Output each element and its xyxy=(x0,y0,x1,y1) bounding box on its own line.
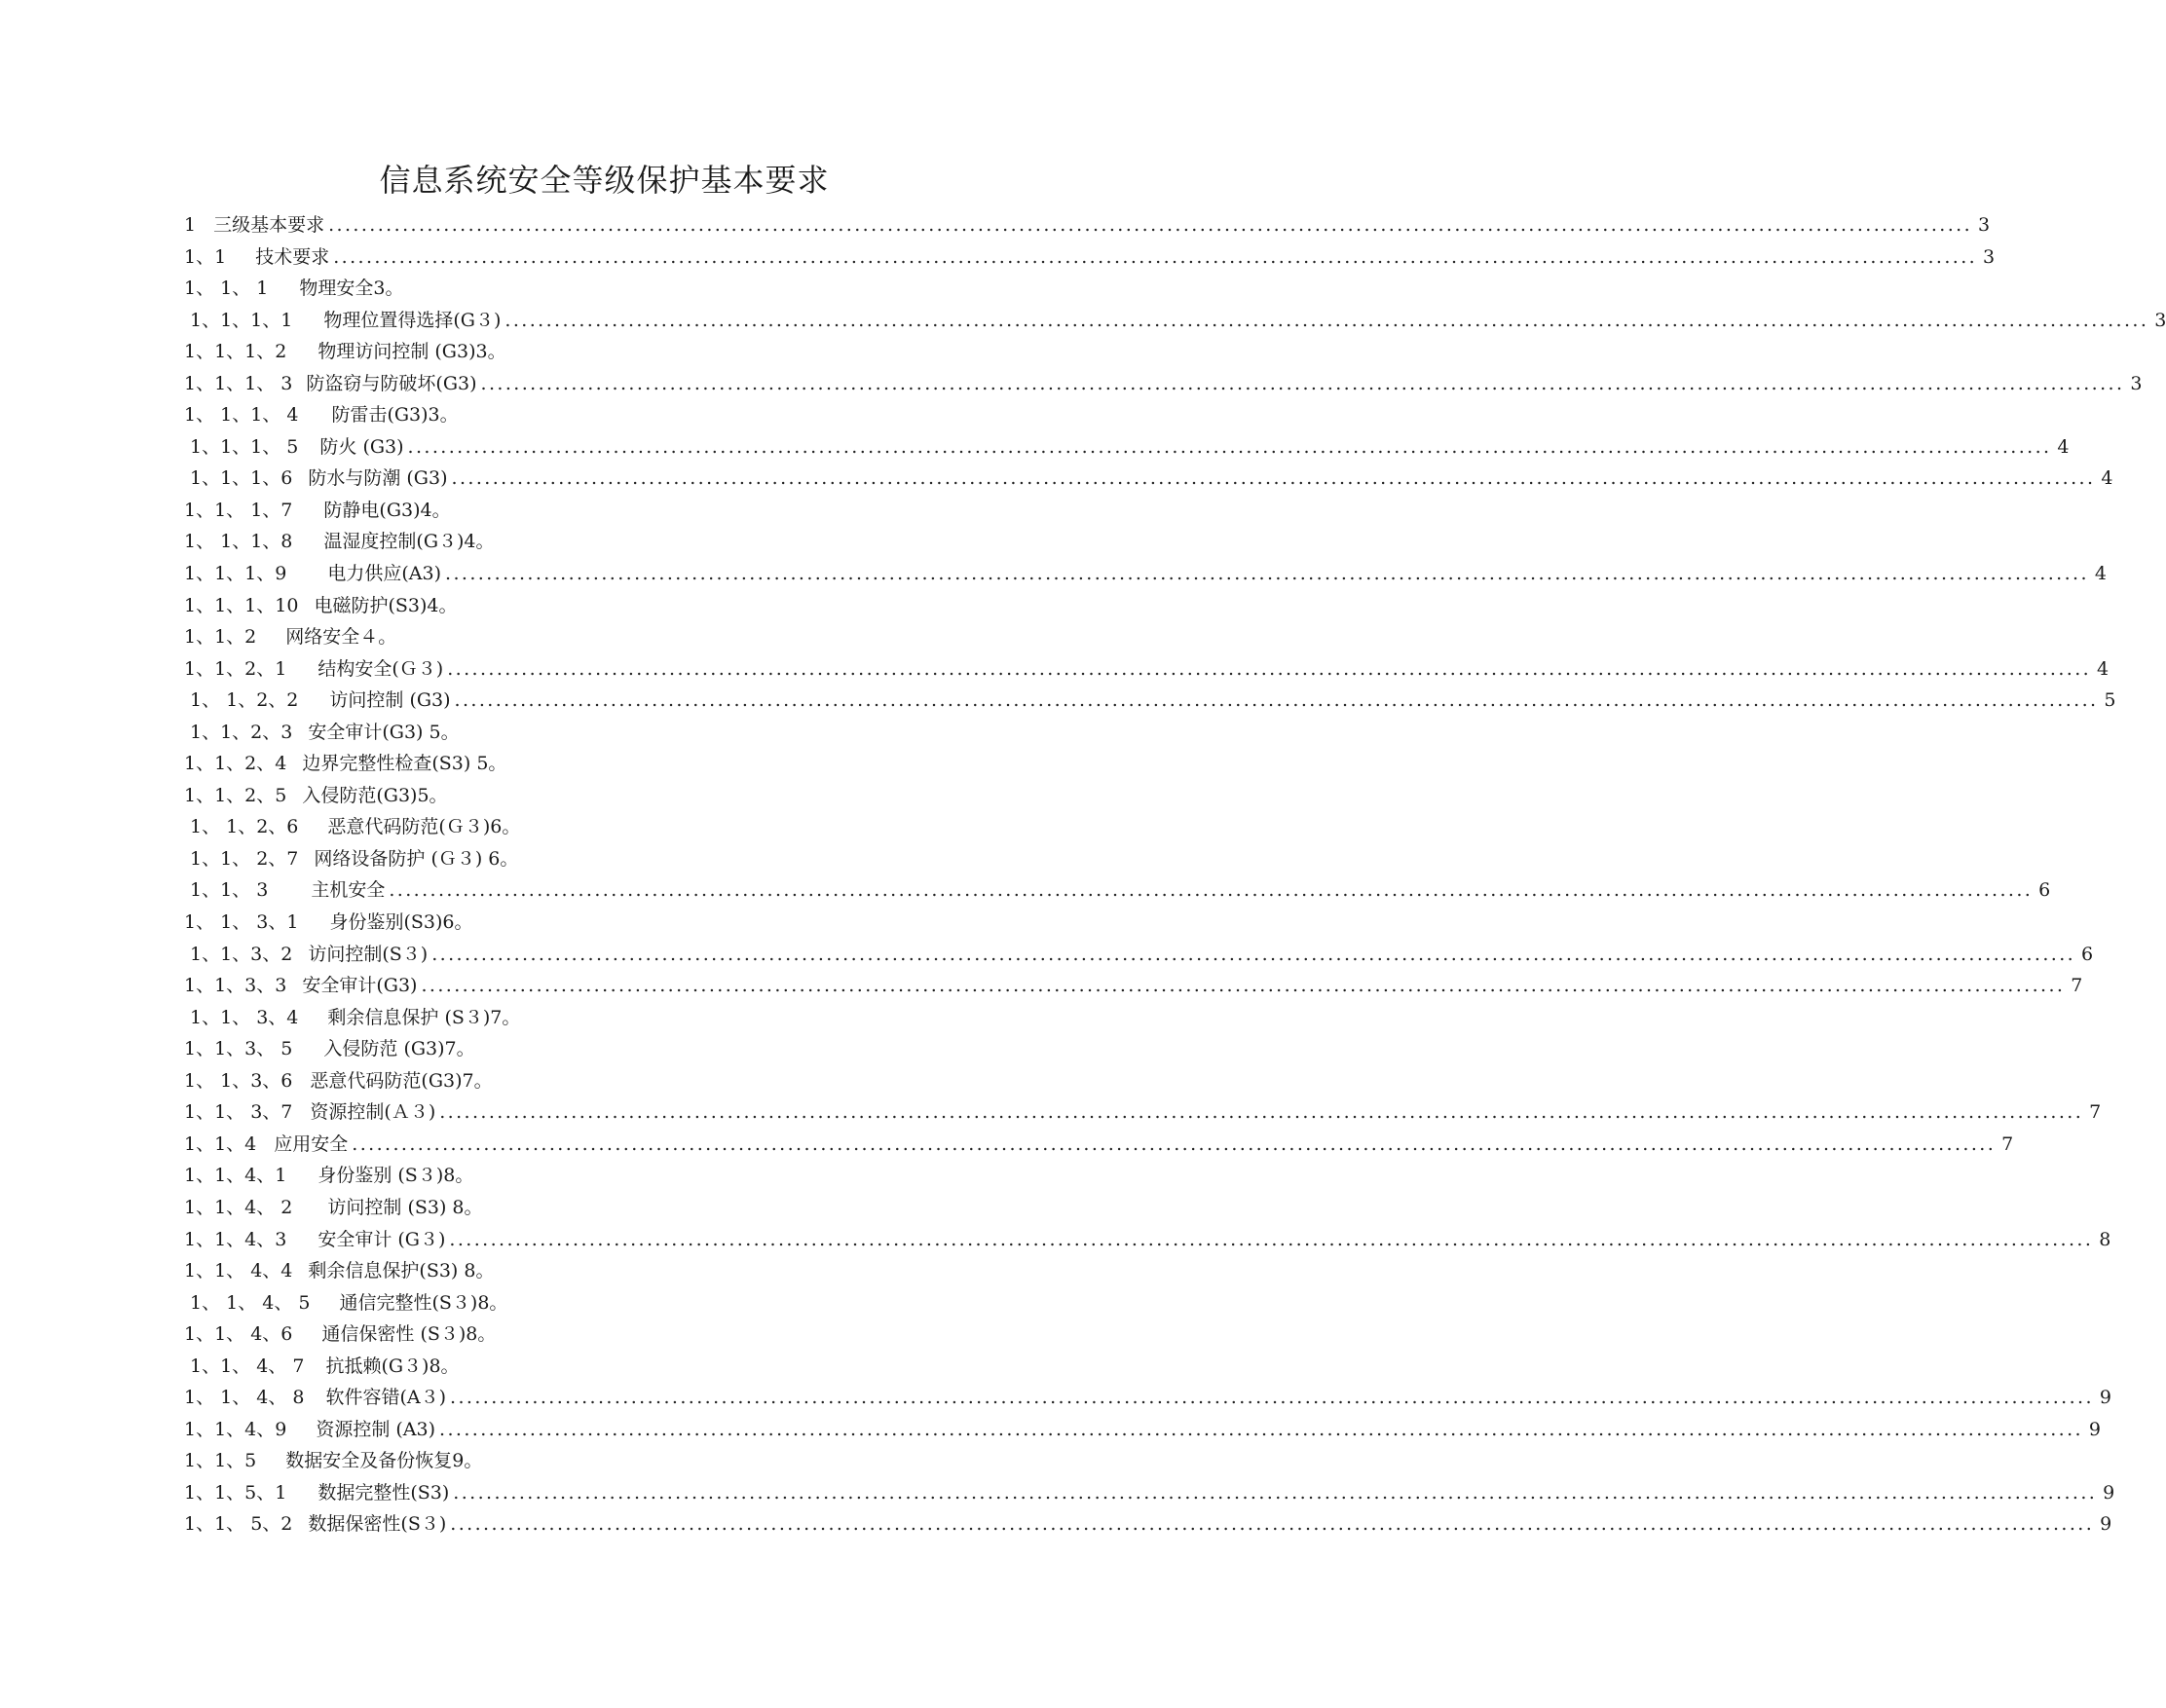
toc-entry[interactable] xyxy=(184,1129,2014,1161)
toc-entry-label: 入侵防范 (G3)7。 xyxy=(323,1038,475,1060)
toc-page-number: 6 xyxy=(2038,879,2051,902)
toc-entry[interactable] xyxy=(184,1477,2115,1509)
toc-page-number: 5 xyxy=(2104,689,2116,712)
toc-entry-number: 1、1、2、1 xyxy=(184,657,287,680)
toc-entry-label: 电磁防护(S3)4。 xyxy=(314,594,458,616)
toc-entry-label: 身份鉴别 (S３)8。 xyxy=(317,1165,474,1187)
toc-entry[interactable] xyxy=(184,780,1022,812)
toc-entry[interactable] xyxy=(184,653,2110,686)
toc-dot-leader: ........................................................................................................................................................................................................ xyxy=(421,975,2066,997)
toc-entry-number: 1、 1、3、6 xyxy=(184,1069,293,1092)
toc-entry[interactable] xyxy=(184,590,1022,622)
toc-entry-number: 1、1、4、1 xyxy=(184,1165,287,1187)
toc-entry[interactable] xyxy=(184,621,1022,653)
toc-entry-number: 1、 1、 3、1 xyxy=(184,911,299,934)
toc-entry-number: 1、1、 5、2 xyxy=(184,1513,293,1536)
toc-entry[interactable] xyxy=(184,1508,2112,1541)
toc-page-number: 4 xyxy=(2097,657,2110,680)
toc-entry[interactable] xyxy=(184,970,2083,1002)
toc-dot-leader: ........................................................................................................................................................................................................ xyxy=(451,467,2096,490)
toc-entry[interactable] xyxy=(184,399,1022,431)
toc-entry[interactable] xyxy=(184,874,2051,907)
toc-page-number: 7 xyxy=(2001,1132,2014,1155)
toc-entry-number: 1、 1、1、8 xyxy=(184,531,293,553)
toc-entry-number: 1、1、 1、7 xyxy=(184,499,293,521)
toc-entry[interactable] xyxy=(184,1445,1022,1477)
toc-entry-number: 1、1、 3、4 xyxy=(190,1006,299,1028)
toc-entry-label: 访问控制(S３) xyxy=(308,943,429,965)
toc-entry-number: 1 xyxy=(184,214,197,236)
toc-entry[interactable] xyxy=(184,368,2143,400)
toc-entry[interactable] xyxy=(184,305,2166,337)
toc-entry-number: 1、 1、2、2 xyxy=(190,689,299,712)
toc-dot-leader: ........................................................................................................................................................................................................ xyxy=(450,1513,2095,1536)
toc-page-number: 3 xyxy=(2130,372,2143,394)
toc-entry[interactable] xyxy=(184,495,1022,527)
toc-entry-number: 1、1、 2、7 xyxy=(190,847,299,870)
toc-entry[interactable] xyxy=(184,748,1022,780)
toc-entry[interactable] xyxy=(184,907,1022,939)
toc-entry-label: 电力供应(A3) xyxy=(327,563,441,585)
toc-dot-leader: ........................................................................................................................................................................................................ xyxy=(504,309,2149,331)
toc-entry-label: 访问控制 (S3) 8。 xyxy=(327,1196,483,1218)
toc-entry-label: 结构安全(Ｇ３) xyxy=(317,657,444,680)
toc-entry-number: 1、1、3、 5 xyxy=(184,1038,293,1060)
toc-page-number: 9 xyxy=(2099,1387,2111,1409)
toc-entry-label: 访问控制 (G3) xyxy=(329,689,451,712)
toc-page-number: 4 xyxy=(2094,563,2107,585)
toc-entry-number: 1、1、2、4 xyxy=(184,753,287,775)
toc-entry[interactable] xyxy=(184,1224,2111,1256)
toc-entry[interactable] xyxy=(184,1382,2111,1414)
toc-entry-label: 资源控制(Ａ３) xyxy=(310,1101,436,1124)
toc-page-number: 3 xyxy=(2154,309,2166,331)
toc-entry[interactable] xyxy=(184,939,2094,971)
toc-entry-number: 1、1、 4、6 xyxy=(184,1323,293,1346)
toc-entry-label: 网络设备防护 (Ｇ３) 6。 xyxy=(314,847,519,870)
toc-entry-label: 边界完整性检查(S3) 5。 xyxy=(302,753,507,775)
toc-page-number: 7 xyxy=(2071,975,2083,997)
toc-entry-number: 1、1、 3 xyxy=(190,879,269,902)
toc-entry[interactable] xyxy=(184,431,2070,464)
toc-entry-label: 恶意代码防范(Ｇ３)6。 xyxy=(327,816,521,838)
toc-dot-leader: ........................................................................................................................................................................................................ xyxy=(407,435,2052,458)
toc-entry-number: 1、1、4、3 xyxy=(184,1228,287,1250)
toc-entry-number: 1、1、1、10 xyxy=(184,594,299,616)
toc-entry-label: 防水与防潮 (G3) xyxy=(308,467,448,490)
toc-entry-number: 1、1、1、2 xyxy=(184,341,287,363)
toc-dot-leader: ........................................................................................................................................................................................................ xyxy=(431,943,2076,965)
toc-entry-label: 防火 (G3) xyxy=(319,435,404,458)
toc-dot-leader: ........................................................................................................................................................................................................ xyxy=(328,214,1973,236)
toc-entry[interactable] xyxy=(184,241,1996,274)
toc-page-number: 9 xyxy=(2103,1481,2115,1504)
toc-dot-leader: ........................................................................................................................................................................................................ xyxy=(453,1481,2098,1504)
toc-dot-leader: ........................................................................................................................................................................................................ xyxy=(352,1132,1997,1155)
toc-dot-leader: ........................................................................................................................................................................................................ xyxy=(389,879,2034,902)
toc-entry[interactable] xyxy=(184,336,1022,368)
table-of-contents xyxy=(184,209,2166,1541)
toc-entry-label: 数据安全及备份恢复9。 xyxy=(285,1450,483,1472)
toc-entry-label: 入侵防范(G3)5。 xyxy=(302,784,448,806)
toc-entry[interactable] xyxy=(184,558,2107,590)
toc-entry[interactable] xyxy=(184,1414,2101,1446)
toc-entry-number: 1、1、4、9 xyxy=(184,1418,287,1440)
toc-entry[interactable] xyxy=(184,1192,1022,1224)
toc-entry[interactable] xyxy=(184,685,2116,717)
toc-entry-label: 安全审计(G3) xyxy=(302,975,418,997)
toc-entry-number: 1、1、5、1 xyxy=(184,1481,287,1504)
toc-entry-label: 温湿度控制(G３)4。 xyxy=(323,531,495,553)
toc-entry[interactable] xyxy=(184,1160,1022,1192)
toc-entry-number: 1、1、3、2 xyxy=(190,943,293,965)
toc-entry-label: 技术要求 xyxy=(255,245,330,268)
toc-entry-number: 1、1、1、9 xyxy=(184,563,287,585)
toc-entry-number: 1、1、4 xyxy=(184,1132,257,1155)
toc-dot-leader: ........................................................................................................................................................................................................ xyxy=(449,1228,2094,1250)
toc-entry[interactable] xyxy=(184,811,1022,843)
toc-entry-number: 1、1、1、 3 xyxy=(184,372,293,394)
toc-entry-number: 1、1 xyxy=(184,245,227,268)
toc-entry-number: 1、1、1、6 xyxy=(190,467,293,490)
toc-entry-label: 三级基本要求 xyxy=(213,214,325,236)
toc-entry-number: 1、1、1、1 xyxy=(190,309,293,331)
toc-entry[interactable] xyxy=(184,843,1022,875)
toc-entry-label: 数据完整性(S3) xyxy=(317,1481,450,1504)
toc-entry-label: 物理位置得选择(G３) xyxy=(323,309,502,331)
toc-page-number: 3 xyxy=(1983,245,1996,268)
toc-entry-label: 物理访问控制 (G3)3。 xyxy=(317,341,506,363)
toc-page-number: 4 xyxy=(2101,467,2113,490)
toc-dot-leader: ........................................................................................................................................................................................................ xyxy=(454,689,2099,712)
toc-dot-leader: ........................................................................................................................................................................................................ xyxy=(450,1387,2094,1409)
toc-entry-number: 1、1、2、3 xyxy=(190,721,293,743)
toc-entry-label: 防雷击(G3)3。 xyxy=(331,404,459,427)
toc-entry-number: 1、 1、2、6 xyxy=(190,816,299,838)
toc-page-number: 9 xyxy=(2088,1418,2101,1440)
toc-entry-label: 物理安全3。 xyxy=(299,278,404,300)
toc-entry[interactable] xyxy=(184,1002,1022,1034)
toc-entry-label: 软件容错(A３) xyxy=(325,1387,447,1409)
toc-entry-label: 安全审计(G3) 5。 xyxy=(308,721,460,743)
toc-entry-number: 1、1、1、 5 xyxy=(190,435,299,458)
toc-entry[interactable] xyxy=(184,273,1022,305)
toc-entry-number: 1、1、2、5 xyxy=(184,784,287,806)
toc-dot-leader: ........................................................................................................................................................................................................ xyxy=(439,1101,2084,1124)
toc-entry-number: 1、 1、 4、 5 xyxy=(190,1291,311,1314)
toc-entry-number: 1、1、2 xyxy=(184,626,257,649)
toc-entry-number: 1、 1、 4、 8 xyxy=(184,1387,305,1409)
toc-entry[interactable] xyxy=(184,1255,1022,1287)
toc-page-number: 3 xyxy=(1977,214,1991,236)
toc-entry-number: 1、1、 4、4 xyxy=(184,1260,293,1282)
toc-entry-label: 剩余信息保护(S3) 8。 xyxy=(308,1260,495,1282)
toc-page-number: 6 xyxy=(2081,943,2094,965)
toc-entry-number: 1、 1、1、 4 xyxy=(184,404,299,427)
toc-entry-number: 1、1、 3、7 xyxy=(184,1101,293,1124)
toc-entry-number: 1、1、 4、 7 xyxy=(190,1355,305,1377)
toc-entry-label: 恶意代码防范(G3)7。 xyxy=(310,1069,493,1092)
toc-dot-leader: ........................................................................................................................................................................................................ xyxy=(439,1418,2083,1440)
toc-entry-label: 通信保密性 (S３)8。 xyxy=(321,1323,497,1346)
toc-dot-leader: ........................................................................................................................................................................................................ xyxy=(447,657,2092,680)
toc-entry-label: 身份鉴别(S3)6。 xyxy=(329,911,473,934)
toc-entry-number: 1、1、4、 2 xyxy=(184,1196,293,1218)
toc-entry-number: 1、 1、 1 xyxy=(184,278,269,300)
toc-entry-label: 数据保密性(S３) xyxy=(308,1513,447,1536)
toc-entry[interactable] xyxy=(184,1096,2102,1129)
toc-page-number: 4 xyxy=(2057,435,2070,458)
toc-entry-label: 防静电(G3)4。 xyxy=(323,499,451,521)
toc-page-number: 7 xyxy=(2089,1101,2102,1124)
toc-entry-label: 通信完整性(S３)8。 xyxy=(339,1291,508,1314)
toc-dot-leader: ........................................................................................................................................................................................................ xyxy=(445,563,2089,585)
toc-entry-label: 主机安全 xyxy=(311,879,386,902)
toc-entry[interactable] xyxy=(184,717,1022,749)
document-title: 信息系统安全等级保护基本要求 xyxy=(379,162,830,199)
toc-entry[interactable] xyxy=(184,1033,1022,1065)
toc-dot-leader: ........................................................................................................................................................................................................ xyxy=(480,372,2125,394)
toc-entry-label: 应用安全 xyxy=(274,1132,349,1155)
toc-entry[interactable] xyxy=(184,1318,1022,1351)
toc-entry[interactable] xyxy=(184,1287,1022,1319)
toc-page-number: 9 xyxy=(2100,1513,2112,1536)
toc-dot-leader: ........................................................................................................................................................................................................ xyxy=(333,245,1978,268)
toc-entry-number: 1、1、3、3 xyxy=(184,975,287,997)
toc-entry[interactable] xyxy=(184,209,1991,241)
toc-entry[interactable] xyxy=(184,463,2113,495)
toc-entry-label: 网络安全４。 xyxy=(285,626,397,649)
toc-entry-label: 抗抵赖(G３)8。 xyxy=(325,1355,460,1377)
toc-entry[interactable] xyxy=(184,1351,1022,1383)
toc-entry[interactable] xyxy=(184,1065,1022,1097)
toc-entry-number: 1、1、5 xyxy=(184,1450,257,1472)
toc-entry[interactable] xyxy=(184,526,1022,558)
toc-entry-label: 安全审计 (G３) xyxy=(317,1228,446,1250)
toc-entry-label: 资源控制 (A3) xyxy=(316,1418,436,1440)
toc-entry-label: 剩余信息保护 (S３)7。 xyxy=(327,1006,521,1028)
toc-page-number: 8 xyxy=(2099,1228,2111,1250)
toc-entry-label: 防盗窃与防破坏(G3) xyxy=(306,372,477,394)
